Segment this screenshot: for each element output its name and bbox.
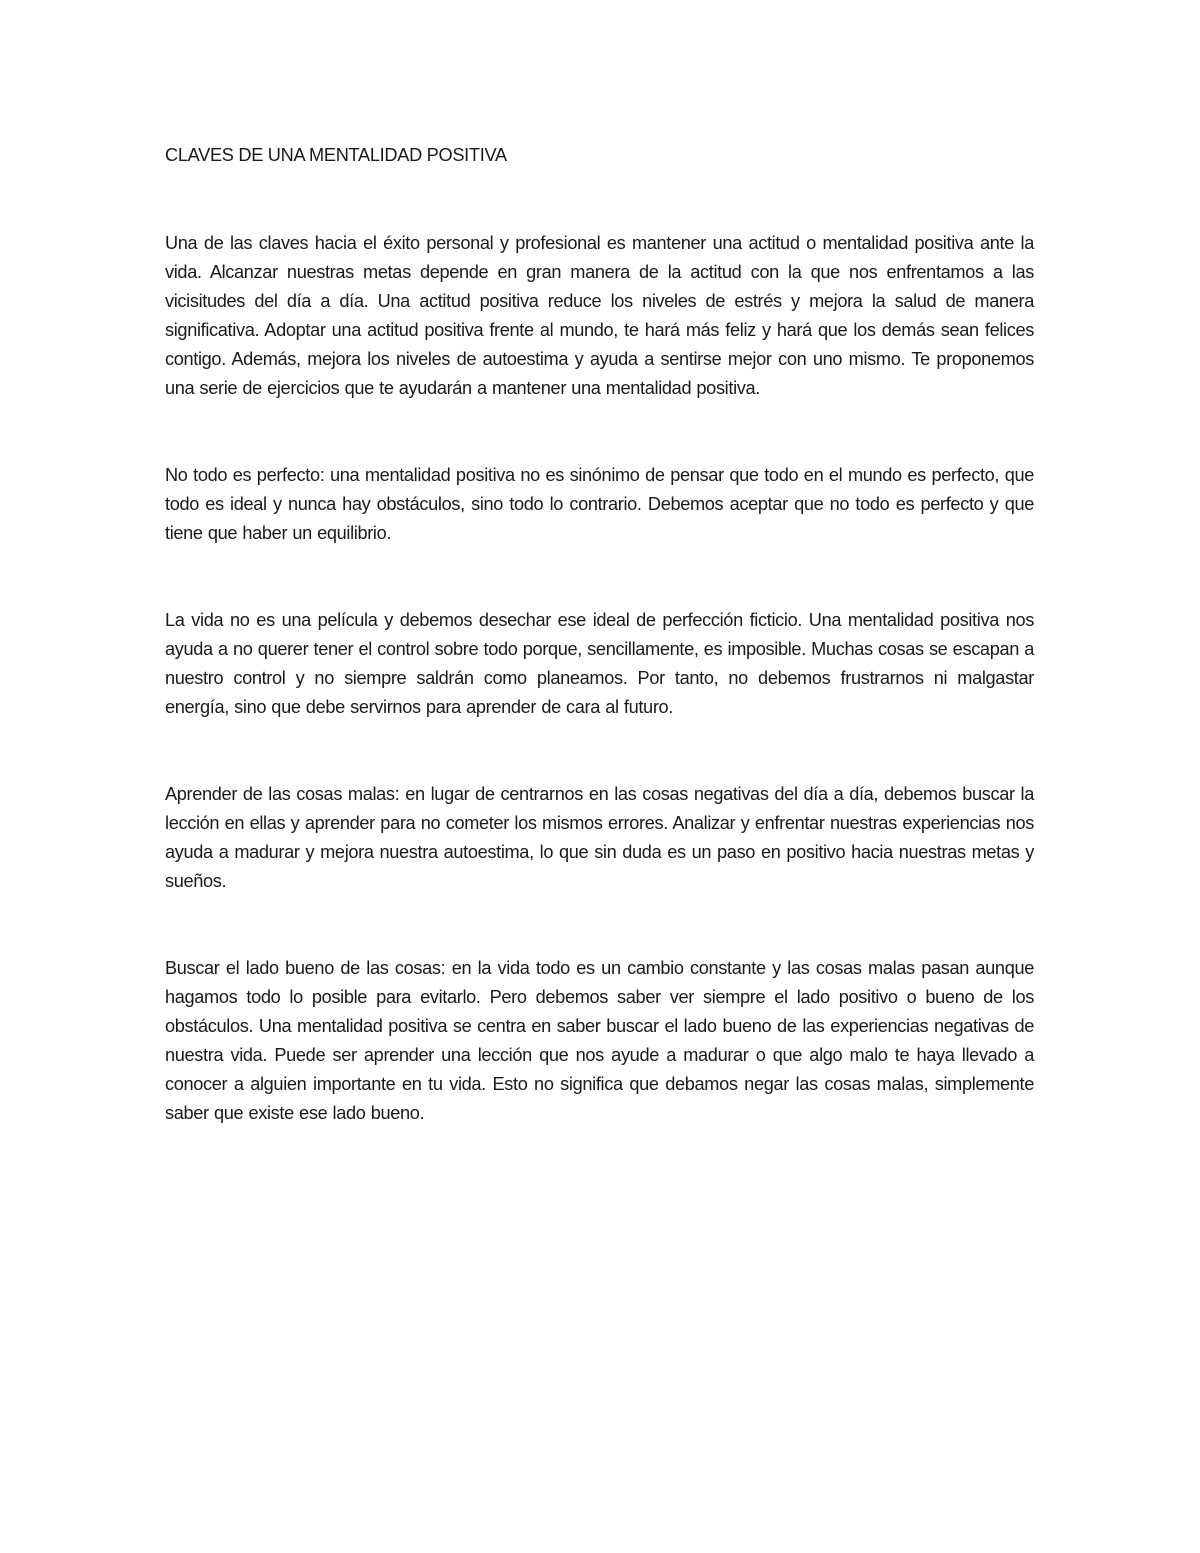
paragraph-buscar-el-lado-bueno: Buscar el lado bueno de las cosas: en la vida todo es un cambio constante y las cosas malas pasan aunque hagamos todo lo posible para evitarlo. Pero debemos saber ver siempre el lado positivo o bueno de los obstáculos. Una mentalidad positiva se centra en saber buscar el lado bueno de las experiencias negativas de nuestra vida. Puede ser aprender una lección que nos ayude a madurar o que algo malo te haya llevado a conocer a alguien importante en tu vida. Esto no significa que debamos negar las cosas malas, simplemente saber que existe ese lado bueno.: [165, 958, 1034, 1123]
paragraph-introduction: Una de las claves hacia el éxito personal y profesional es mantener una actitud o mentalidad positiva ante la vida. Alcanzar nuestras metas depende en gran manera de la actitud con la que nos enfrentamos a las vicisitudes del día a día. Una actitud positiva reduce los niveles de estrés y mejora la salud de manera significativa. Adoptar una actitud positiva frente al mundo, te hará más feliz y hará que los demás sean felices contigo. Además, mejora los niveles de autoestima y ayuda a sentirse mejor con uno mismo. Te proponemos una serie de ejercicios que te ayudarán a mantener una mentalidad positiva.: [165, 233, 1034, 398]
document-title: CLAVES DE UNA MENTALIDAD POSITIVA: [165, 145, 507, 165]
paragraph-la-vida-no-es-una-pelicula: La vida no es una película y debemos desechar ese ideal de perfección ficticio. Una mentalidad positiva nos ayuda a no querer tener el control sobre todo porque, sencillamente, es imposible. Muchas cosas se escapan a nuestro control y no siempre saldrán como planeamos. Por tanto, no debemos frustrarnos ni malgastar energía, sino que debe servirnos para aprender de cara al futuro.: [165, 610, 1034, 717]
paragraph-aprender-de-las-cosas-malas: Aprender de las cosas malas: en lugar de centrarnos en las cosas negativas del día a día, debemos buscar la lección en ellas y aprender para no cometer los mismos errores. Analizar y enfrentar nuestras experiencias nos ayuda a madurar y mejora nuestra autoestima, lo que sin duda es un paso en positivo hacia nuestras metas y sueños.: [165, 784, 1034, 891]
paragraph-no-todo-es-perfecto: No todo es perfecto: una mentalidad positiva no es sinónimo de pensar que todo en el mundo es perfecto, que todo es ideal y nunca hay obstáculos, sino todo lo contrario. Debemos aceptar que no todo es perfecto y que tiene que haber un equilibrio.: [165, 465, 1034, 543]
document-body: [165, 143, 1034, 1128]
